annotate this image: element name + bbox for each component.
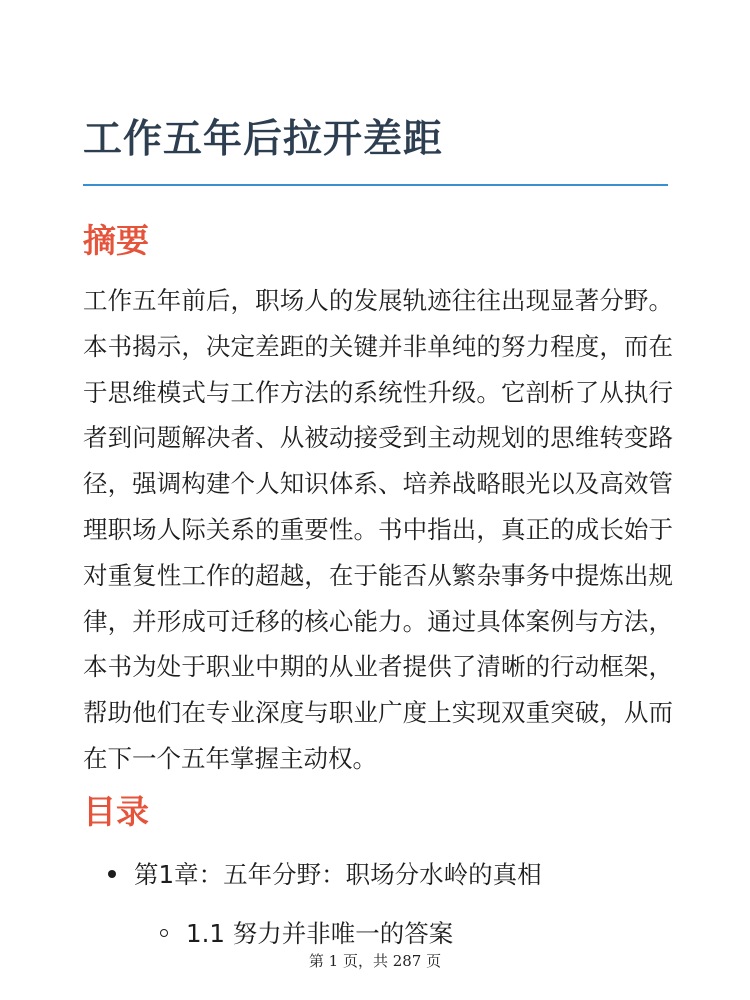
document-title: 工作五年后拉开差距 — [83, 117, 444, 162]
bullet-disc-icon — [108, 870, 116, 878]
toc-item-chapter-1[interactable] — [108, 857, 542, 893]
toc-heading: 目录 — [83, 792, 149, 831]
toc-item-label: 第1章：五年分野：职场分水岭的真相 — [134, 860, 542, 889]
page-number-footer: 第 1 页，共 287 页 — [308, 952, 442, 970]
toc-item-label: 1.1 努力并非唯一的答案 — [186, 919, 454, 948]
toc-item-section-1-1[interactable] — [160, 916, 453, 952]
title-divider — [83, 184, 668, 186]
bullet-circle-icon — [160, 929, 168, 937]
abstract-paragraph: 工作五年前后，职场人的发展轨迹往往出现显著分野。本书揭示，决定差距的关键并非单纯的努力程度，而在于思维模式与工作方法的系统性升级。它剖析了从执行者到问题解决者、从被动接受到主动规划的思维转变路径，强调构建个人知识体系、培养战略眼光以及高效管理职场人际关系的重要性。书中指出，真正的成长始于对重复性工作的超越，在于能否从繁杂事务中提炼出规律，并形成可迁移的核心能力。通过具体案例与方法，本书为处于职业中期的从业者提供了清晰的行动框架，帮助他们在专业深度与职业广度上实现双重突破，从而在下一个五年掌握主动权。 — [83, 286, 673, 773]
abstract-heading: 摘要 — [83, 221, 149, 260]
